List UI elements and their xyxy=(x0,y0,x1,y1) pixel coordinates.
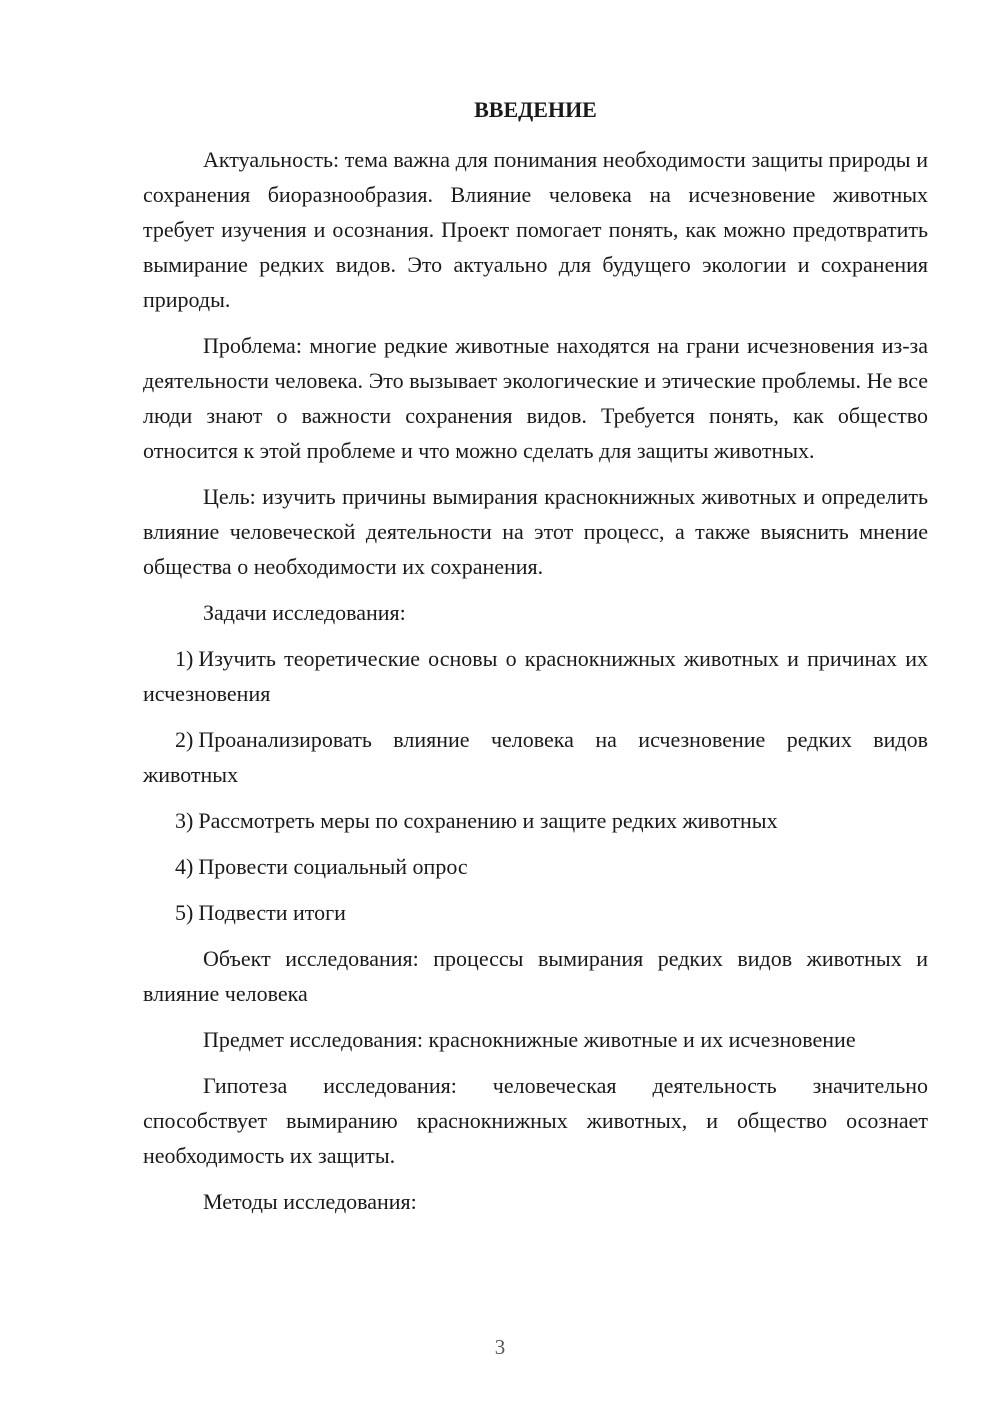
list-item xyxy=(143,895,928,930)
list-item-text: Подвести итоги xyxy=(198,900,346,925)
list-item xyxy=(143,803,928,838)
paragraph-hypothesis: Гипотеза исследования: человеческая деятельность значительно способствует вымиранию краснокнижных животных, и общество осознает необходимость их защиты. xyxy=(143,1073,928,1168)
list-item-number: 4) xyxy=(175,854,194,879)
paragraph-object: Объект исследования: процессы вымирания редких видов животных и влияние человека xyxy=(143,946,928,1006)
document-title: ВВЕДЕНИЕ xyxy=(474,97,597,122)
list-item-text: Рассмотреть меры по сохранению и защите редких животных xyxy=(198,808,778,833)
list-item-text: Изучить теоретические основы о краснокнижных животных и причинах их исчезновения xyxy=(143,646,928,706)
paragraph-goal: Цель: изучить причины вымирания краснокнижных животных и определить влияние человеческой деятельности на этот процесс, а также выяснить мнение общества о необходимости их сохранения. xyxy=(143,484,928,579)
methods-heading: Методы исследования: xyxy=(203,1189,417,1214)
tasks-list xyxy=(143,641,928,930)
paragraph-problem: Проблема: многие редкие животные находятся на грани исчезновения из-за деятельности человека. Это вызывает экологические и этические проблемы. Не все люди знают о важности сохранения видов. Требуется понять, как общество относится к этой проблеме и что можно сделать для защиты животных. xyxy=(143,333,928,463)
list-item-text: Провести социальный опрос xyxy=(198,854,468,879)
document-page xyxy=(143,92,928,1230)
page-number: 3 xyxy=(494,1335,506,1359)
list-item-number: 3) xyxy=(175,808,194,833)
list-item-text: Проанализировать влияние человека на исчезновение редких видов животных xyxy=(143,727,928,787)
paragraph-subject: Предмет исследования: краснокнижные животные и их исчезновение xyxy=(203,1027,856,1052)
tasks-heading: Задачи исследования: xyxy=(203,600,406,625)
list-item xyxy=(143,849,928,884)
list-item-number: 5) xyxy=(175,900,194,925)
paragraph-relevance: Актуальность: тема важна для понимания необходимости защиты природы и сохранения биоразнообразия. Влияние человека на исчезновение животных требует изучения и осознания. Проект помогает понять, как можно предотвратить вымирание редких видов. Это актуально для будущего экологии и сохранения природы. xyxy=(143,147,928,312)
list-item-number: 2) xyxy=(175,727,194,752)
list-item-number: 1) xyxy=(175,646,194,671)
list-item xyxy=(143,641,928,711)
list-item xyxy=(143,722,928,792)
